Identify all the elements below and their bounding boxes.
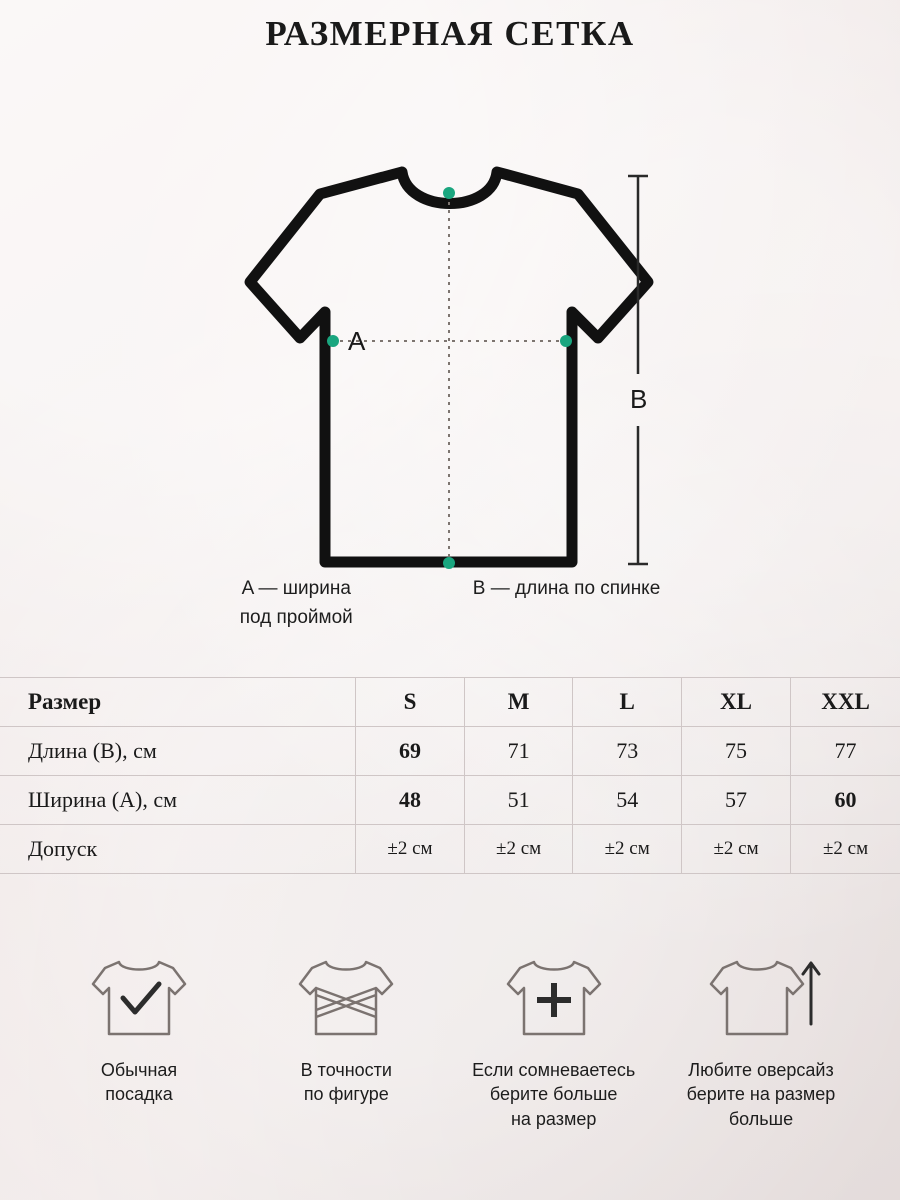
fit-label-line1: Обычная [100, 1060, 178, 1080]
tshirt-check-icon [44, 950, 234, 1046]
legend-a-line2: под проймой [239, 606, 353, 628]
table-row [0, 727, 900, 776]
fit-item-plus [459, 950, 649, 1131]
table-header-row [0, 678, 900, 727]
tshirt-plus-icon [459, 950, 649, 1046]
cell-length-l: 73 [573, 727, 682, 776]
tshirt-arrow-up-icon [666, 950, 856, 1046]
row-label-length: Длина (B), см [0, 727, 356, 776]
fit-item-exact [251, 950, 441, 1131]
header-cell-m: M [464, 678, 573, 727]
legend-a [240, 575, 353, 632]
row-label-tolerance: Допуск [0, 825, 356, 874]
cell-width-xl: 57 [681, 776, 790, 825]
cell-length-xxl: 77 [791, 727, 900, 776]
cell-width-m: 51 [464, 776, 573, 825]
cell-width-l: 54 [573, 776, 682, 825]
cell-width-xxl: 60 [791, 776, 900, 825]
fit-item-oversize [666, 950, 856, 1131]
header-cell-s: S [356, 678, 465, 727]
cell-tol-xl: ±2 см [681, 825, 790, 874]
tshirt-tape-icon [251, 950, 441, 1046]
fit-label-line2: посадка [105, 1084, 173, 1105]
cell-length-m: 71 [464, 727, 573, 776]
cell-length-s: 69 [356, 727, 465, 776]
fit-guide [0, 950, 900, 1131]
legend-a-line1: A — ширина [241, 578, 351, 599]
fit-label-line3: на размер [510, 1108, 597, 1129]
fit-item-regular [44, 950, 234, 1131]
label-b: B [630, 384, 648, 414]
legend-b-line1: B — длина по спинке [472, 578, 661, 599]
legend-b [473, 575, 660, 632]
row-label-width: Ширина (A), см [0, 776, 356, 825]
fit-label-line1: Если сомневаетесь [472, 1060, 636, 1080]
header-cell-xl: XL [681, 678, 790, 727]
table-row [0, 776, 900, 825]
cell-tol-l: ±2 см [573, 825, 682, 874]
fit-label-line2: берите на размер [686, 1084, 836, 1105]
header-cell-xxl: XXL [791, 678, 900, 727]
cell-tol-xxl: ±2 см [791, 825, 900, 874]
fit-label-line3: больше [728, 1108, 794, 1129]
cell-tol-m: ±2 см [464, 825, 573, 874]
diagram-legend [0, 575, 900, 632]
fit-label-line2: берите больше [489, 1084, 618, 1105]
table-row [0, 825, 900, 874]
length-bracket [628, 176, 648, 564]
label-a: A [348, 326, 366, 356]
cell-width-s: 48 [356, 776, 465, 825]
size-table [0, 677, 900, 874]
size-table-wrapper [0, 677, 900, 874]
cell-tol-s: ±2 см [356, 825, 465, 874]
page-title: РАЗМЕРНАЯ СЕТКА [265, 14, 635, 53]
cell-length-xl: 75 [681, 727, 790, 776]
header-cell-size: Размер [0, 678, 356, 727]
fit-label-line1: Любите оверсайз [688, 1060, 834, 1080]
shirt-diagram [0, 54, 900, 584]
tshirt-outline-icon [250, 172, 648, 562]
header-cell-l: L [573, 678, 682, 727]
fit-label-line2: по фигуре [303, 1084, 389, 1105]
fit-label-line1: В точности [300, 1060, 392, 1080]
